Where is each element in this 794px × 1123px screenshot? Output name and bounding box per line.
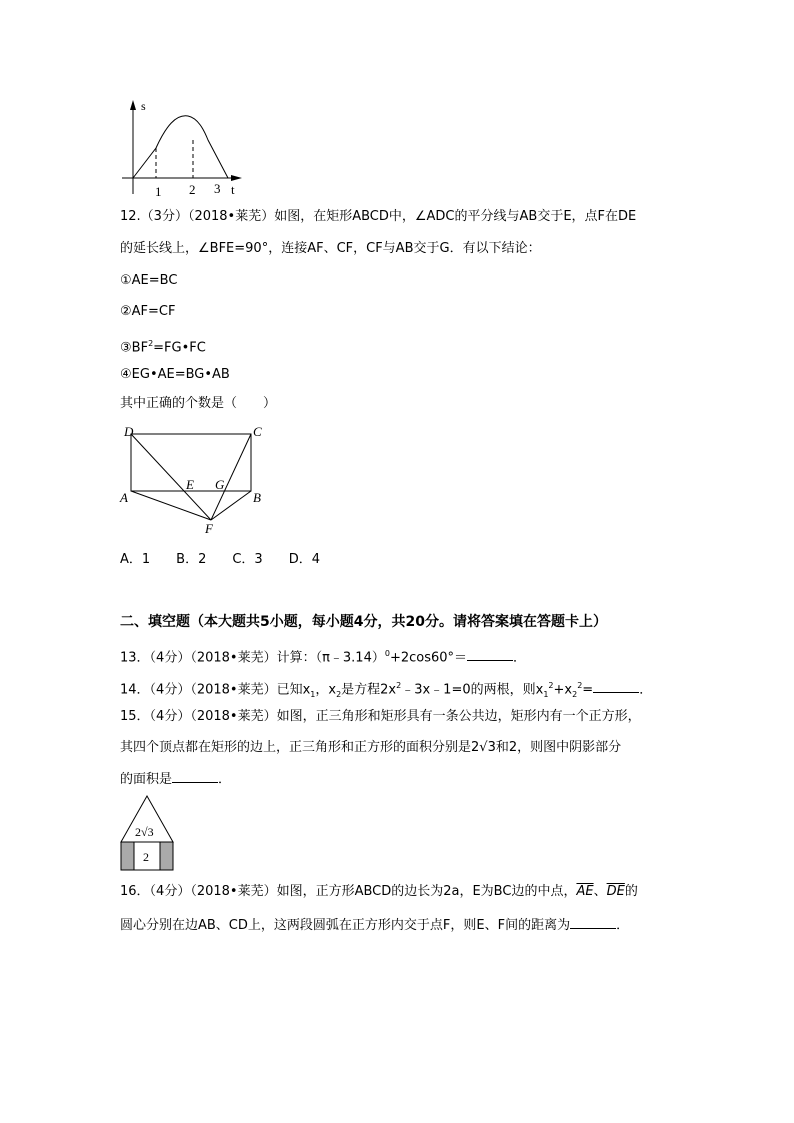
q15-line2 (120, 739, 621, 757)
q13 (120, 645, 526, 667)
sup: 2 (548, 681, 554, 690)
q14-text: 14．（4分）（2018•莱芜）已知x (120, 682, 311, 698)
sub: 2 (572, 689, 578, 699)
q13-sup: 0 (384, 649, 390, 658)
q16-text: 圆心分别在边AB、CD上，这两段圆弧在正方形内交于点F，则E、F间的距离为 (120, 918, 571, 933)
sup: 2 (396, 681, 402, 690)
q16-text: 16．（4分）（2018•莱芜）如图，正方形ABCD的边长为2a，E为BC边的中点， (120, 884, 577, 899)
sub: 1 (543, 689, 549, 699)
label-F: F (205, 521, 213, 536)
section-2-heading: 二、填空题（本大题共5小题，每小题4分，共20分。请将答案填在答题卡上） (120, 614, 607, 630)
answer-blank[interactable] (593, 680, 639, 693)
label-D: D (124, 424, 134, 439)
q13-text-b: +2cos60°＝ (389, 650, 468, 666)
label-A: A (120, 490, 128, 505)
q13-text: 13．（4分）（2018•莱芜）计算：（π﹣3.14） (120, 650, 385, 666)
arc-AE: $\overline{AE}$ (576, 884, 594, 899)
q14 (120, 677, 652, 704)
q12-options: A．1 B．2 C．3 D．4 (120, 552, 320, 567)
answer-blank[interactable] (570, 916, 616, 929)
q12-line1: 12.（3分）（2018•莱芜）如图，在矩形ABCD中，∠ADC的平分线与AB交于E，点F在DE (120, 209, 637, 224)
q12-conclusion-4: ④EG•AE=BG•AB (120, 367, 230, 382)
q16-line2 (120, 916, 629, 935)
sub: 2 (336, 689, 342, 699)
q12-line2: 的延长线上，∠BFE=90°，连接AF、CF，CF与AB交于G．有以下结论： (120, 241, 541, 256)
q16-text: 的 (624, 884, 638, 899)
arc-DE: $\overline{DE}$ (606, 884, 625, 899)
q15-end: ． (218, 772, 232, 787)
q12-conclusion-1: ①AE=BC (120, 273, 178, 288)
sqrt3: √3 (479, 740, 496, 755)
tick-1: 1 (155, 184, 162, 199)
c3-b: =FG•FC (153, 340, 206, 356)
q13-end: ． (513, 650, 527, 666)
answer-blank[interactable] (172, 770, 218, 783)
q15-line3 (120, 770, 231, 789)
c3-a: ③BF (120, 340, 149, 356)
q12-prompt: 其中正确的个数是（ ） (120, 396, 277, 411)
axis-label-t: t (231, 182, 235, 197)
q15-text: 和2，则图中阴影部分 (495, 740, 622, 755)
triangle-rectangle-figure (118, 794, 188, 874)
tick-3: 3 (214, 181, 221, 196)
q14-text: = (582, 682, 594, 698)
q16-end: ． (616, 918, 630, 933)
tick-2: 2 (189, 182, 196, 197)
rectangle-figure (116, 420, 276, 540)
separator: 、 (593, 884, 607, 899)
q14-text: +x (553, 682, 573, 698)
q12-conclusion-3 (120, 335, 206, 357)
q16-line1 (120, 883, 638, 901)
c3-sup: 2 (148, 339, 154, 348)
q14-text: ，x (315, 682, 337, 698)
q14-text: ﹣3x﹣1=0的两根，则x (401, 682, 544, 698)
label-G: G (215, 477, 225, 492)
label-C: C (253, 424, 262, 439)
q15-line1: 15．（4分）（2018•莱芜）如图，正三角形和矩形具有一条公共边，矩形内有一个正方形， (120, 709, 641, 724)
answer-blank[interactable] (467, 648, 513, 661)
q15-text: 其四个顶点都在矩形的边上，正三角形和正方形的面积分别是2 (120, 740, 480, 755)
q12-conclusion-2: ②AF=CF (120, 304, 176, 319)
label-B: B (253, 490, 261, 505)
s-t-graph (118, 96, 248, 200)
triangle-area-label: 2√3 (135, 825, 154, 839)
axis-label-s: s (141, 99, 146, 113)
square-area-label: 2 (143, 850, 149, 864)
q14-text: 是方程2x (341, 682, 397, 698)
label-E: E (186, 477, 194, 492)
sub: 1 (310, 689, 316, 699)
q15-text: 的面积是 (120, 772, 173, 787)
sup: 2 (577, 681, 583, 690)
q14-end: ． (639, 682, 653, 698)
